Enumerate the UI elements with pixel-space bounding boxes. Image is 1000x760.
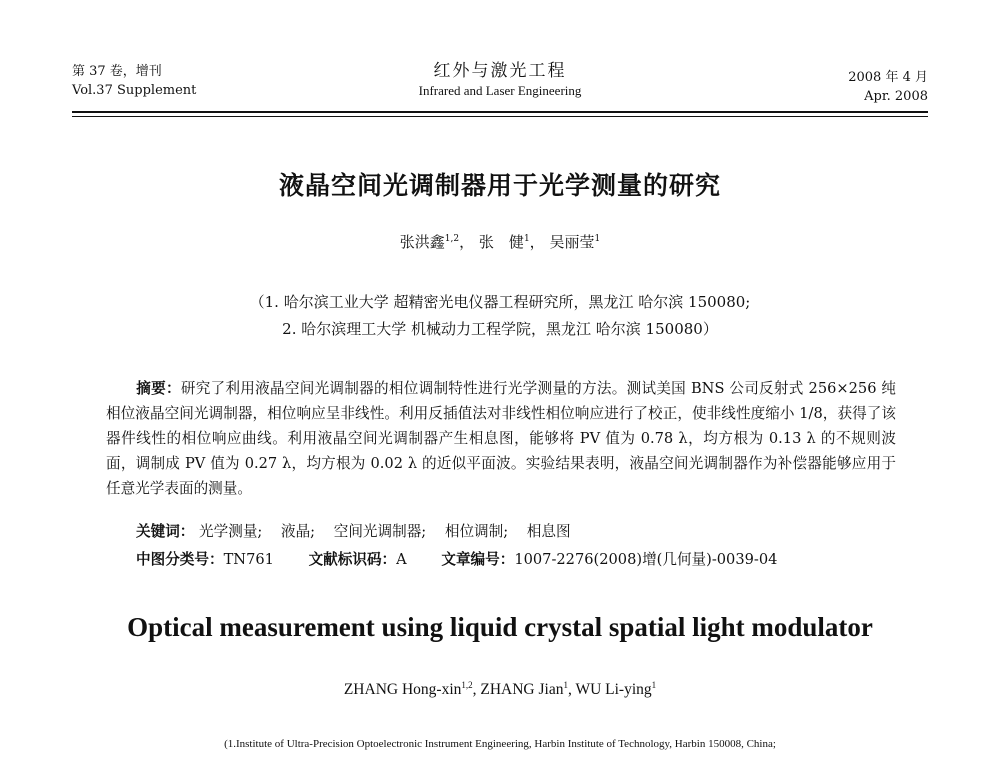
abstract	[106, 376, 896, 501]
author-affil-mark: 1	[594, 234, 601, 244]
page-header	[72, 62, 928, 112]
authors-cn	[0, 231, 1000, 252]
author-affil-mark: 1,2	[444, 234, 460, 244]
abstract-text: 研究了利用液晶空间光调制器的相位调制特性进行光学测量的方法。测试美国 BNS 公司反射式 256×256 纯相位液晶空间光调制器，相位响应呈非线性。利用反插值法对非线性相位响应进行了校正，使非线性度缩小 1/8，获得了该器件线性的相位响应曲线。利用液晶空间光调制器产生相息图，能够将 PV 值为 0.78 λ，均方根为 0.13 λ 的不规则波面，调制成 PV 值为 0.27 λ，均方根为 0.02 λ 的近似平面波。实验结果表明，液晶空间光调制器作为补偿器能够应用于任意光学表面的测量。	[106, 380, 896, 497]
header-right	[848, 68, 928, 106]
author-cn: 吴丽莹	[549, 233, 595, 251]
keyword: 相息图	[526, 523, 571, 540]
author-separator: ,	[472, 681, 481, 698]
affiliation-line-1: （1. 哈尔滨工业大学 超精密光电仪器工程研究所，黑龙江 哈尔滨 150080;	[249, 293, 751, 311]
classification-line	[136, 547, 777, 572]
keyword: 光学测量;	[199, 523, 263, 540]
author-en: ZHANG Hong-xin	[343, 681, 462, 698]
keywords	[136, 519, 585, 544]
volume-en: Vol.37 Supplement	[72, 83, 197, 98]
keyword: 相位调制;	[444, 523, 509, 540]
clc-label: 中图分类号：	[136, 551, 224, 568]
affiliations-cn	[0, 289, 1000, 343]
author-affil-mark: 1,2	[461, 679, 473, 690]
author-en: ZHANG Jian	[480, 681, 564, 698]
journal-name-cn: 红外与激光工程	[433, 61, 567, 81]
affiliation-line-2: 2. 哈尔滨理工大学 机械动力工程学院，黑龙江 哈尔滨 150080）	[282, 320, 718, 338]
author-separator: ，	[529, 233, 545, 251]
paper-title-cn: 液晶空间光调制器用于光学测量的研究	[278, 171, 721, 200]
keyword: 空间光调制器;	[333, 523, 427, 540]
header-rule-thick	[72, 111, 928, 113]
header-center	[72, 62, 928, 100]
author-cn: 张洪鑫	[399, 233, 445, 251]
paper-title-en: Optical measurement using liquid crystal spatial light modulator	[127, 612, 873, 642]
author-en: WU Li-ying	[575, 681, 652, 698]
author-cn: 张 健	[478, 233, 524, 251]
doc-code-value: A	[396, 551, 407, 568]
doc-code-label: 文献标识码：	[308, 551, 397, 568]
article-number-label: 文章编号：	[441, 551, 515, 568]
author-affil-mark: 1	[651, 679, 657, 690]
author-separator: ,	[567, 681, 576, 698]
header-rule-thin	[72, 116, 928, 117]
author-affil-mark: 1	[523, 234, 530, 244]
affiliation-en: (1.Institute of Ultra-Precision Optoelectronic Instrument Engineering, Harbin Institute of Technology, Harbin 150008, China;	[224, 738, 776, 750]
journal-name-en: Infrared and Laser Engineering	[418, 83, 582, 98]
author-separator: ，	[459, 233, 475, 251]
clc-value: TN761	[223, 551, 274, 568]
abstract-label: 摘要：	[136, 380, 181, 397]
keyword: 液晶;	[280, 523, 316, 540]
author-affil-mark: 1	[563, 679, 568, 690]
volume-cn: 第 37 卷，增刊	[72, 64, 162, 79]
article-number-value: 1007-2276(2008)增(几何量)-0039-04	[514, 551, 778, 568]
date-en: Apr. 2008	[864, 89, 928, 104]
date-cn: 2008 年 4 月	[848, 70, 928, 85]
authors-en	[0, 681, 1000, 699]
keywords-label: 关键词：	[136, 523, 195, 540]
